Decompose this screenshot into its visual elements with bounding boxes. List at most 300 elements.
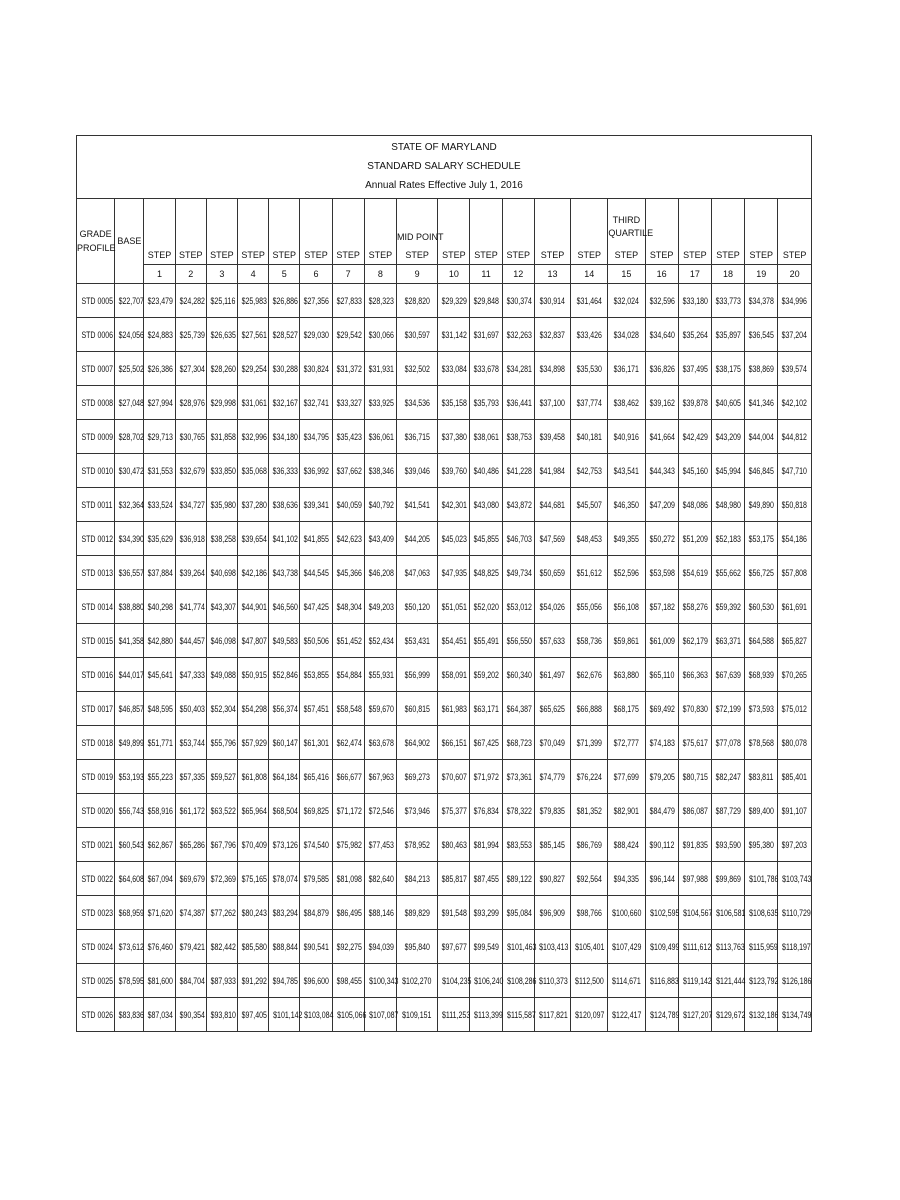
salary-value: $77,453 (368, 839, 394, 850)
salary-value: $32,679 (179, 465, 205, 476)
step-rate-cell (711, 318, 744, 352)
header-step-label: STEP (540, 250, 565, 260)
step-number-7: 7 (332, 265, 364, 284)
step-rate-cell (711, 488, 744, 522)
salary-value: $76,834 (474, 805, 500, 816)
step-rate-cell (396, 760, 437, 794)
grade-cell (77, 556, 115, 590)
step-rate-cell (144, 828, 175, 862)
salary-value: $122,417 (612, 1009, 642, 1020)
header-step-12 (502, 199, 534, 265)
header-base-label: BASE (117, 236, 142, 246)
base-rate-cell (115, 454, 144, 488)
salary-value: $80,078 (781, 737, 808, 748)
salary-value: $79,421 (179, 941, 205, 952)
header-step-label: STEP (368, 250, 393, 260)
salary-value: $32,837 (539, 329, 566, 340)
salary-value: $60,147 (272, 737, 299, 748)
salary-value: $61,009 (649, 635, 675, 646)
salary-value: $70,830 (682, 703, 708, 714)
salary-value: $43,738 (272, 567, 299, 578)
salary-value: $35,158 (441, 397, 468, 408)
salary-value: $48,980 (715, 499, 741, 510)
step-rate-cell (237, 998, 268, 1032)
salary-value: $51,771 (148, 737, 174, 748)
step-rate-cell (534, 352, 570, 386)
step-rate-cell (206, 794, 237, 828)
salary-value: $42,429 (682, 431, 708, 442)
step-rate-cell (571, 794, 608, 828)
salary-value: $109,151 (402, 1009, 432, 1020)
salary-value: $53,431 (404, 635, 430, 646)
salary-value: $93,810 (210, 1009, 236, 1020)
salary-value: $72,199 (715, 703, 741, 714)
step-number-15: 15 (608, 265, 645, 284)
step-rate-cell (711, 284, 744, 318)
step-rate-cell (470, 556, 502, 590)
step-rate-cell (332, 352, 364, 386)
salary-value: $120,097 (575, 1009, 605, 1020)
salary-value: $41,774 (179, 601, 205, 612)
salary-value: $39,654 (241, 533, 267, 544)
table-row (77, 590, 812, 624)
step-rate-cell (745, 454, 778, 488)
step-rate-cell (269, 556, 300, 590)
step-rate-cell (534, 420, 570, 454)
step-rate-cell (144, 624, 175, 658)
step-rate-cell (396, 318, 437, 352)
header-step-8 (364, 199, 396, 265)
step-rate-cell (745, 692, 778, 726)
step-rate-cell (269, 624, 300, 658)
table-row (77, 386, 812, 420)
base-rate-cell (115, 420, 144, 454)
step-rate-cell (364, 556, 396, 590)
step-rate-cell (534, 726, 570, 760)
step-rate-cell (438, 692, 470, 726)
step-rate-cell (206, 964, 237, 998)
header-step-7 (332, 199, 364, 265)
salary-value: $33,773 (715, 295, 741, 306)
step-rate-cell (364, 488, 396, 522)
step-rate-cell (206, 896, 237, 930)
salary-value: $80,243 (241, 907, 267, 918)
salary-value: $88,424 (613, 839, 640, 850)
header-step-label: STEP (506, 250, 530, 260)
step-rate-cell (711, 896, 744, 930)
step-rate-cell (332, 998, 364, 1032)
base-rate-cell (115, 692, 144, 726)
salary-value: $107,429 (612, 941, 642, 952)
step-rate-cell (206, 692, 237, 726)
step-rate-cell (778, 828, 812, 862)
salary-value: $72,369 (210, 873, 236, 884)
salary-value: $37,884 (148, 567, 174, 578)
header-step-19 (745, 199, 778, 265)
step-rate-cell (396, 386, 437, 420)
step-rate-cell (745, 794, 778, 828)
grade-label: STD 0014 (81, 601, 114, 612)
step-rate-cell (608, 556, 645, 590)
step-rate-cell (711, 998, 744, 1032)
step-rate-cell (745, 726, 778, 760)
salary-value: $33,426 (576, 329, 602, 340)
salary-value: $85,580 (241, 941, 267, 952)
table-row (77, 658, 812, 692)
header-step-label: STEP (336, 250, 360, 260)
salary-value: $59,527 (210, 771, 236, 782)
salary-value: $68,939 (748, 669, 775, 680)
salary-value: $57,182 (649, 601, 675, 612)
step-rate-cell (571, 964, 608, 998)
step-rate-cell (678, 760, 711, 794)
salary-value: $40,298 (148, 601, 174, 612)
salary-value: $61,691 (781, 601, 808, 612)
salary-value: $25,983 (241, 295, 267, 306)
salary-value: $95,380 (748, 839, 775, 850)
step-rate-cell (778, 386, 812, 420)
salary-value: $37,662 (336, 465, 362, 476)
step-rate-cell (711, 794, 744, 828)
step-rate-cell (332, 454, 364, 488)
step-number-2: 2 (175, 265, 206, 284)
step-rate-cell (502, 590, 534, 624)
step-rate-cell (175, 726, 206, 760)
grade-cell (77, 998, 115, 1032)
salary-value: $115,587 (506, 1009, 536, 1020)
salary-value: $86,087 (682, 805, 708, 816)
table-row (77, 488, 812, 522)
salary-value: $100,343 (368, 975, 399, 986)
table-row (77, 896, 812, 930)
salary-value: $36,918 (179, 533, 205, 544)
step-rate-cell (534, 862, 570, 896)
salary-value: $75,377 (441, 805, 468, 816)
step-rate-cell (470, 692, 502, 726)
step-rate-cell (745, 590, 778, 624)
step-rate-cell (438, 318, 470, 352)
salary-value: $49,899 (118, 737, 145, 748)
step-rate-cell (206, 862, 237, 896)
header-third-label: THIRD (612, 215, 641, 225)
salary-value: $69,679 (179, 873, 205, 884)
step-rate-cell (237, 760, 268, 794)
grade-cell (77, 964, 115, 998)
salary-value: $134,749 (782, 1009, 812, 1020)
salary-value: $31,697 (474, 329, 500, 340)
grade-cell (77, 318, 115, 352)
step-rate-cell (364, 862, 396, 896)
salary-value: $26,635 (210, 329, 236, 340)
step-number-5: 5 (269, 265, 300, 284)
step-rate-cell (144, 930, 175, 964)
salary-value: $103,084 (304, 1009, 334, 1020)
step-rate-cell (144, 590, 175, 624)
table-row (77, 862, 812, 896)
salary-value: $48,086 (682, 499, 708, 510)
table-row (77, 318, 812, 352)
salary-value: $82,442 (210, 941, 236, 952)
step-rate-cell (332, 624, 364, 658)
step-rate-cell (175, 318, 206, 352)
step-rate-cell (237, 556, 268, 590)
salary-value: $27,561 (241, 329, 267, 340)
salary-value: $46,350 (613, 499, 640, 510)
step-rate-cell (470, 794, 502, 828)
grade-label: STD 0023 (81, 907, 114, 918)
step-rate-cell (608, 692, 645, 726)
step-rate-cell (438, 556, 470, 590)
step-rate-cell (364, 318, 396, 352)
step-rate-cell (364, 896, 396, 930)
salary-value: $48,595 (148, 703, 174, 714)
table-row (77, 522, 812, 556)
salary-value: $93,299 (474, 907, 500, 918)
grade-cell (77, 658, 115, 692)
grade-cell (77, 420, 115, 454)
salary-value: $32,596 (649, 295, 675, 306)
salary-value: $84,879 (303, 907, 330, 918)
grade-cell (77, 726, 115, 760)
salary-value: $52,434 (368, 635, 394, 646)
step-rate-cell (745, 556, 778, 590)
salary-value: $36,715 (404, 431, 430, 442)
salary-value: $56,374 (272, 703, 299, 714)
step-rate-cell (678, 556, 711, 590)
step-rate-cell (300, 862, 332, 896)
salary-value: $33,180 (682, 295, 708, 306)
salary-value: $39,264 (179, 567, 205, 578)
step-rate-cell (778, 794, 812, 828)
salary-value: $71,399 (576, 737, 602, 748)
salary-value: $33,327 (336, 397, 362, 408)
step-rate-cell (269, 794, 300, 828)
salary-value: $35,530 (576, 363, 602, 374)
step-rate-cell (364, 794, 396, 828)
step-rate-cell (237, 862, 268, 896)
step-rate-cell (438, 896, 470, 930)
salary-value: $96,909 (539, 907, 566, 918)
grade-cell (77, 284, 115, 318)
salary-value: $54,298 (241, 703, 267, 714)
step-rate-cell (470, 964, 502, 998)
salary-value: $118,197 (782, 941, 812, 952)
base-rate-cell (115, 726, 144, 760)
salary-value: $30,066 (368, 329, 394, 340)
step-rate-cell (237, 692, 268, 726)
grade-label: STD 0024 (81, 941, 114, 952)
salary-value: $60,543 (118, 839, 145, 850)
salary-value: $52,183 (715, 533, 741, 544)
step-rate-cell (269, 998, 303, 1032)
salary-value: $28,323 (368, 295, 394, 306)
salary-value: $32,167 (272, 397, 299, 408)
step-rate-cell (470, 658, 502, 692)
step-rate-cell (678, 726, 711, 760)
step-rate-cell (300, 794, 332, 828)
step-rate-cell (396, 352, 437, 386)
step-rate-cell (608, 862, 645, 896)
step-rate-cell (175, 828, 206, 862)
salary-value: $66,888 (576, 703, 602, 714)
salary-value: $88,844 (272, 941, 299, 952)
step-rate-cell (144, 352, 175, 386)
step-rate-cell (534, 522, 570, 556)
step-rate-cell (438, 352, 470, 386)
salary-value: $84,213 (404, 873, 430, 884)
salary-value: $58,091 (441, 669, 468, 680)
step-rate-cell (332, 794, 364, 828)
step-rate-cell (364, 522, 396, 556)
salary-value: $90,541 (303, 941, 330, 952)
salary-value: $71,172 (336, 805, 362, 816)
header-step-label: STEP (474, 250, 498, 260)
step-rate-cell (237, 828, 268, 862)
step-rate-cell (237, 352, 268, 386)
step-rate-cell (396, 488, 437, 522)
table-row (77, 828, 812, 862)
salary-value: $51,051 (441, 601, 468, 612)
step-rate-cell (237, 420, 268, 454)
salary-value: $94,039 (368, 941, 394, 952)
salary-value: $65,964 (241, 805, 267, 816)
salary-value: $57,335 (179, 771, 205, 782)
step-rate-cell (144, 794, 175, 828)
salary-value: $68,723 (506, 737, 532, 748)
step-rate-cell (645, 862, 678, 896)
step-rate-cell (678, 590, 711, 624)
salary-value: $73,946 (404, 805, 430, 816)
salary-value: $32,364 (118, 499, 145, 510)
salary-value: $77,262 (210, 907, 236, 918)
salary-value: $23,479 (148, 295, 174, 306)
salary-value: $60,340 (506, 669, 532, 680)
grade-label: STD 0022 (81, 873, 114, 884)
grade-cell (77, 794, 115, 828)
salary-value: $105,401 (575, 941, 605, 952)
step-rate-cell (438, 862, 470, 896)
salary-value: $129,672 (716, 1009, 746, 1020)
step-rate-cell (396, 624, 437, 658)
step-rate-cell (364, 386, 396, 420)
step-rate-cell (175, 692, 206, 726)
step-rate-cell (175, 556, 206, 590)
salary-value: $22,707 (118, 295, 145, 306)
salary-value: $110,729 (782, 907, 812, 918)
grade-label: STD 0005 (81, 295, 114, 306)
step-number-18: 18 (711, 265, 744, 284)
salary-value: $97,677 (441, 941, 468, 952)
step-rate-cell (175, 386, 206, 420)
header-step-label: STEP (782, 250, 807, 260)
step-rate-cell (745, 964, 778, 998)
step-rate-cell (269, 590, 300, 624)
salary-value: $103,413 (538, 941, 569, 952)
salary-value: $102,270 (402, 975, 432, 986)
salary-value: $52,020 (474, 601, 500, 612)
header-grade-label: GRADE (79, 229, 112, 239)
step-rate-cell (711, 930, 744, 964)
step-rate-cell (778, 318, 812, 352)
step-rate-cell (608, 794, 645, 828)
salary-value: $82,901 (613, 805, 640, 816)
salary-value: $24,282 (179, 295, 205, 306)
salary-value: $55,662 (715, 567, 741, 578)
step-number-8: 8 (364, 265, 396, 284)
step-rate-cell (175, 420, 206, 454)
salary-value: $38,753 (506, 431, 532, 442)
header-step-label: STEP (241, 250, 265, 260)
step-rate-cell (645, 488, 678, 522)
step-rate-cell (300, 488, 332, 522)
salary-value: $60,815 (404, 703, 430, 714)
salary-value: $54,026 (539, 601, 566, 612)
base-rate-cell (115, 488, 144, 522)
grade-cell (77, 522, 115, 556)
salary-value: $31,858 (210, 431, 236, 442)
step-rate-cell (364, 420, 396, 454)
step-rate-cell (438, 828, 470, 862)
step-rate-cell (678, 318, 711, 352)
step-rate-cell (678, 454, 711, 488)
header-step-20 (778, 199, 812, 265)
salary-value: $25,502 (118, 363, 145, 374)
step-rate-cell (678, 624, 711, 658)
step-rate-cell (364, 658, 396, 692)
step-rate-cell (502, 794, 534, 828)
step-rate-cell (300, 896, 332, 930)
step-rate-cell (332, 420, 364, 454)
salary-value: $78,074 (272, 873, 299, 884)
step-rate-cell (571, 522, 608, 556)
step-rate-cell (175, 896, 206, 930)
table-row (77, 454, 812, 488)
salary-value: $63,171 (474, 703, 500, 714)
step-rate-cell (332, 930, 364, 964)
salary-value: $32,996 (241, 431, 267, 442)
step-rate-cell (534, 556, 570, 590)
base-rate-cell (115, 862, 144, 896)
step-rate-cell (778, 284, 812, 318)
salary-value: $31,142 (441, 329, 468, 340)
salary-value: $41,664 (649, 431, 675, 442)
salary-value: $47,063 (404, 567, 430, 578)
salary-value: $40,486 (474, 465, 500, 476)
step-rate-cell (571, 488, 608, 522)
salary-value: $106,240 (474, 975, 504, 986)
salary-value: $66,677 (336, 771, 362, 782)
grade-cell (77, 760, 115, 794)
step-rate-cell (470, 386, 502, 420)
step-rate-cell (175, 624, 206, 658)
step-rate-cell (608, 726, 645, 760)
salary-value: $70,607 (441, 771, 468, 782)
title-effective-date: Annual Rates Effective July 1, 2016 (365, 180, 523, 191)
salary-value: $36,333 (272, 465, 299, 476)
salary-value: $46,845 (748, 465, 775, 476)
step-rate-cell (300, 454, 332, 488)
header-step-label: STEP (178, 250, 203, 260)
salary-value: $25,116 (210, 295, 236, 306)
step-rate-cell (438, 794, 470, 828)
step-rate-cell (608, 828, 645, 862)
step-rate-cell (300, 760, 332, 794)
step-rate-cell (237, 964, 268, 998)
salary-value: $119,142 (682, 975, 712, 986)
step-rate-cell (711, 454, 744, 488)
salary-value: $73,593 (748, 703, 775, 714)
salary-value: $116,883 (649, 975, 679, 986)
